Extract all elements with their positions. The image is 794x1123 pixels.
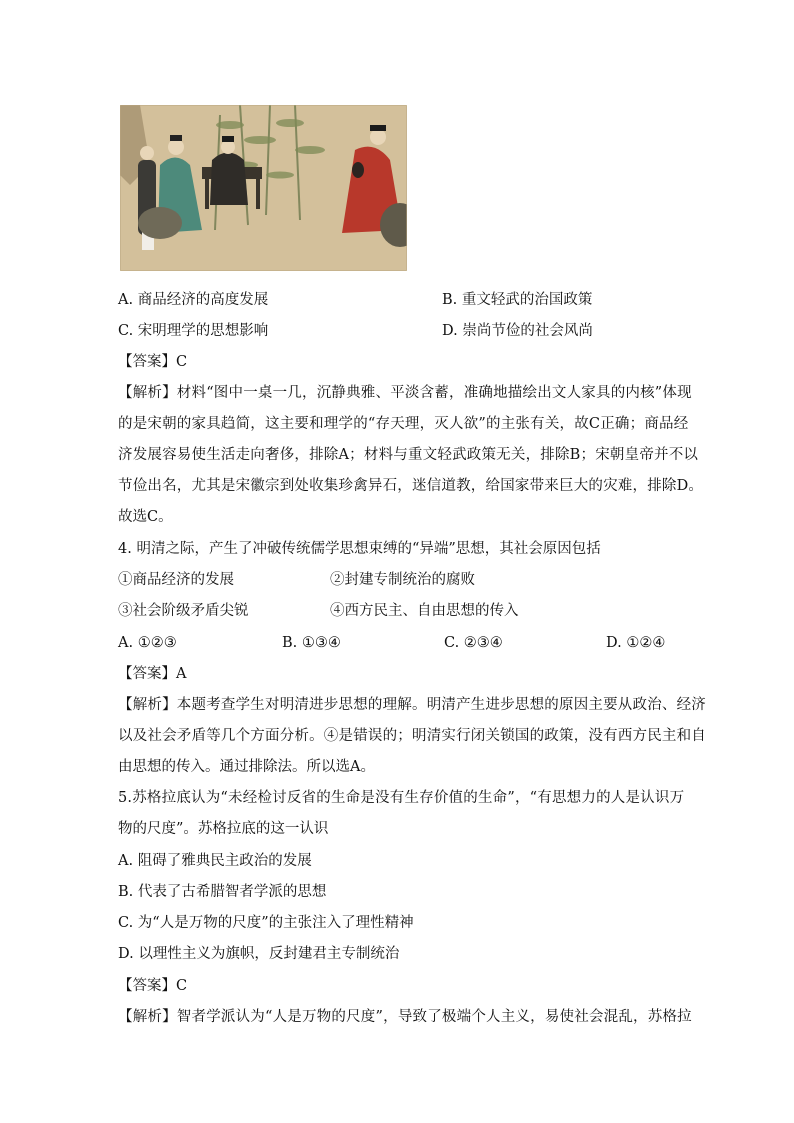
- q3-option-b: B. 重文轻武的治国政策: [442, 292, 593, 308]
- q3-option-a: A. 商品经济的高度发展: [118, 292, 269, 308]
- q4-item-4: ④西方民主、自由思想的传入: [330, 603, 519, 619]
- q3-option-c: C. 宋明理学的思想影响: [118, 323, 269, 339]
- q4-option-c: C. ②③④: [444, 635, 503, 651]
- q4-item-1: ①商品经济的发展: [118, 572, 234, 588]
- q5-stem-line: 物的尺度”。苏格拉底的这一认识: [118, 821, 329, 837]
- q3-analysis-line: 【解析】材料“图中一桌一几，沉静典雅、平淡含蓄，准确地描绘出文人家具的内核”体现: [118, 385, 692, 401]
- q4-stem: 4. 明清之际，产生了冲破传统儒学思想束缚的“异端”思想，其社会原因包括: [118, 541, 601, 557]
- q3-option-d: D. 崇尚节俭的社会风尚: [442, 323, 593, 339]
- q4-option-b: B. ①③④: [282, 635, 341, 651]
- q4-item-2: ②封建专制统治的腐败: [330, 572, 475, 588]
- q4-analysis-line: 由思想的传入。通过排除法。所以选A。: [118, 759, 375, 775]
- q3-analysis-line: 济发展容易使生活走向奢侈，排除A；材料与重文轻武政策无关，排除B；宋朝皇帝并不以: [118, 447, 699, 463]
- q5-option-b: B. 代表了古希腊智者学派的思想: [118, 884, 327, 900]
- q5-option-d: D. 以理性主义为旗帜，反封建君主专制统治: [118, 946, 400, 962]
- q4-analysis-line: 【解析】本题考查学生对明清进步思想的理解。明清产生进步思想的原因主要从政治、经济: [118, 697, 706, 713]
- q5-answer: 【答案】C: [118, 978, 188, 994]
- q3-analysis-line: 的是宋朝的家具趋简，这主要和理学的“存天理，灭人欲”的主张有关，故C正确；商品经: [118, 416, 689, 432]
- song-painting-image: [120, 105, 407, 271]
- q3-analysis-line: 节俭出名，尤其是宋徽宗到处收集珍禽异石，迷信道教，给国家带来巨大的灾难，排除D。: [118, 478, 704, 494]
- q5-option-a: A. 阻碍了雅典民主政治的发展: [118, 853, 312, 869]
- q4-option-d: D. ①②④: [606, 635, 666, 651]
- q4-analysis-line: 以及社会矛盾等几个方面分析。④是错误的；明清实行闭关锁国的政策，没有西方民主和自: [118, 728, 706, 744]
- q4-item-3: ③社会阶级矛盾尖锐: [118, 603, 249, 619]
- q4-answer: 【答案】A: [118, 666, 187, 682]
- q3-analysis-line: 故选C。: [118, 509, 173, 525]
- q5-option-c: C. 为“人是万物的尺度”的主张注入了理性精神: [118, 915, 414, 931]
- q3-answer: 【答案】C: [118, 354, 188, 370]
- q5-analysis-line: 【解析】智者学派认为“人是万物的尺度”，导致了极端个人主义，易使社会混乱，苏格拉: [118, 1009, 692, 1025]
- q4-option-a: A. ①②③: [118, 635, 177, 651]
- q5-stem-line: 5.苏格拉底认为“未经检讨反省的生命是没有生存价值的生命”，“有思想力的人是认识万: [118, 790, 685, 806]
